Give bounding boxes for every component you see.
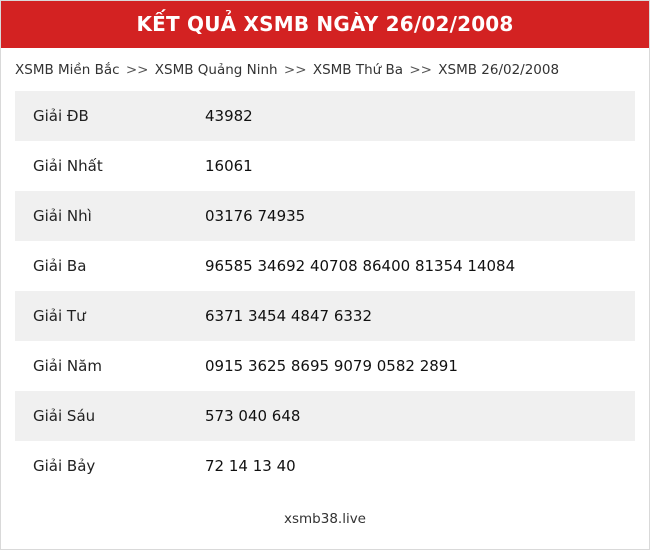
prize-label: Giải Ba [33,257,87,275]
prize-label: Giải Tư [15,291,205,341]
breadcrumb-separator: >> [125,62,149,78]
breadcrumb-item-region[interactable]: XSMB Miền Bắc [15,62,120,78]
table-row [15,141,635,191]
table-row [15,441,635,491]
page-footer [1,491,649,549]
prize-numbers: 6371 3454 4847 6332 [205,291,635,341]
prize-numbers: 96585 34692 40708 86400 81354 14084 [205,257,516,275]
table-row [15,391,635,441]
breadcrumb-item-province[interactable]: XSMB Quảng Ninh [154,62,278,78]
lottery-results-table [15,91,635,491]
page-header [1,1,649,48]
table-row [15,241,635,291]
prize-numbers: 16061 [205,157,253,175]
table-row [15,341,635,391]
prize-label: Giải ĐB [15,91,205,141]
prize-label: Giải Bảy [33,457,96,475]
table-row [15,91,635,141]
prize-label: Giải Sáu [15,391,205,441]
table-row [15,291,635,341]
breadcrumb [1,48,649,91]
breadcrumb-item-weekday[interactable]: XSMB Thứ Ba [312,62,404,78]
site-name: xsmb38.live [283,511,366,527]
prize-numbers: 03176 74935 [205,191,635,241]
prize-label: Giải Nhì [15,191,205,241]
breadcrumb-item-date[interactable]: XSMB 26/02/2008 [438,62,560,78]
breadcrumb-separator: >> [283,62,307,78]
page-title: KẾT QUẢ XSMB NGÀY 26/02/2008 [136,12,514,36]
prize-numbers: 72 14 13 40 [205,457,296,475]
prize-label: Giải Năm [33,357,102,375]
prize-label: Giải Nhất [33,157,103,175]
prize-numbers: 0915 3625 8695 9079 0582 2891 [205,357,458,375]
prize-numbers: 43982 [205,91,635,141]
table-row [15,191,635,241]
prize-numbers: 573 040 648 [205,391,635,441]
breadcrumb-separator: >> [409,62,432,78]
